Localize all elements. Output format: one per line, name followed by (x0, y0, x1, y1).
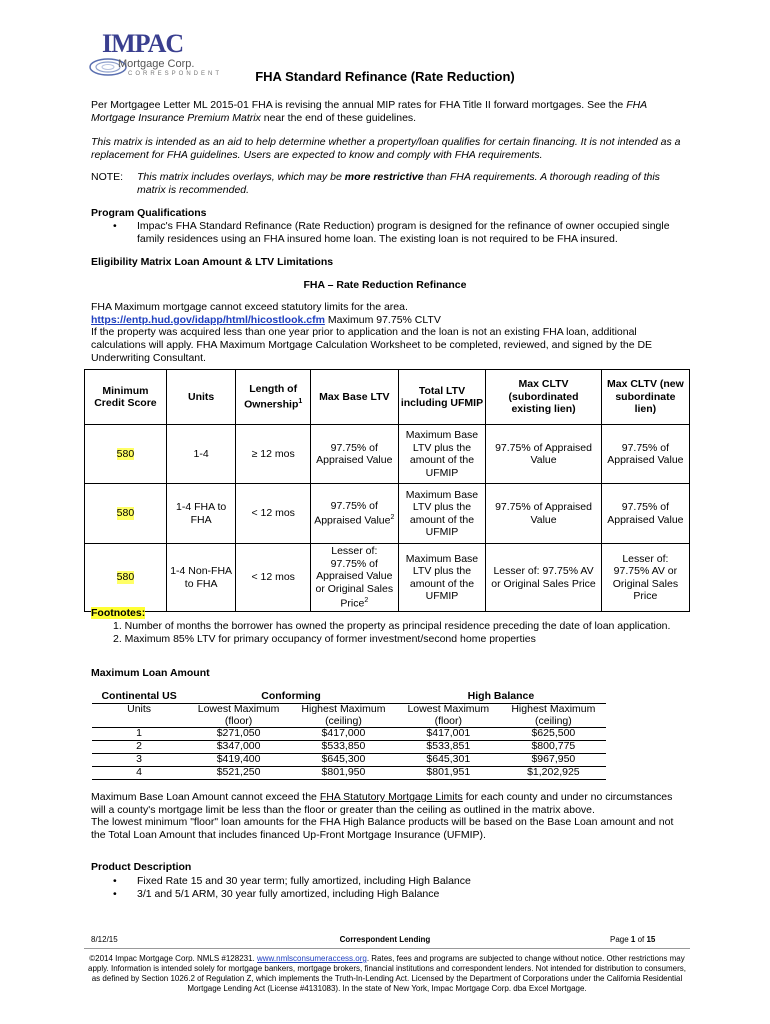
cell-credit-score (85, 484, 167, 544)
subheader-conf-ceiling: Highest Maximum (ceiling) (291, 703, 396, 728)
program-heading: Program Qualifications (91, 207, 207, 219)
cell-amount: $419,400 (186, 753, 291, 766)
footer-page (610, 935, 655, 945)
header-min-credit-score: Minimum Credit Score (85, 370, 167, 425)
cell-units: 1 (92, 728, 186, 741)
cell-units: 1-4 FHA to FHA (166, 484, 236, 544)
product-heading: Product Description (91, 861, 192, 873)
cell-amount: $271,050 (186, 728, 291, 741)
table-row (92, 753, 606, 766)
legal-text-a: ©2014 Impac Mortgage Corp. NMLS #128231. (89, 954, 257, 963)
footnote-item: 2. Maximum 85% LTV for primary occupancy of former investment/second home properties (113, 633, 536, 645)
cell-base-ltv (310, 544, 398, 612)
legal-text-b: . Rates, fees and programs are subjected to change without notice. Other restrictions may apply. Information is intended solely for mortgage bankers, mortgage brokers, financial institutions and correspondent lenders. Not intended for distribution to consumers, as defined by Section 1026.2 of Regulation Z, which implements the Truth-In-Lending Act. Licensed by the Department of Corporations under the California Residential Mortgage Lending Act (License #4131083). In the state of New York, Impac Mortgage Corp. dba Excel Mortgage. (88, 954, 686, 993)
footnotes-label (91, 607, 145, 620)
footnotes-label-text: Footnotes: (91, 607, 146, 619)
header-length-of-ownership (236, 370, 311, 425)
max-loan-paragraph (91, 791, 681, 817)
table-header-row (85, 370, 690, 425)
cell-amount: $521,250 (186, 766, 291, 779)
cell-total-ltv: Maximum Base LTV plus the amount of the UFMIP (398, 425, 486, 484)
cell-cltv-new: Lesser of: 97.75% AV or Original Sales Price (601, 544, 689, 612)
cell-units: 1-4 Non-FHA to FHA (166, 544, 236, 612)
intro-text-end: near the end of these guidelines. (260, 112, 417, 124)
max-loan-table (92, 691, 606, 780)
loan-subheader-row (92, 703, 606, 728)
cell-amount: $533,851 (396, 741, 501, 754)
cell-units: 1-4 (166, 425, 236, 484)
header-ownership-label: Length of Ownership (244, 383, 299, 411)
note-text-a: This matrix includes overlays, which may be (137, 171, 345, 183)
footer-date: 8/12/15 (91, 935, 118, 944)
product-item-text: 3/1 and 5/1 ARM, 30 year fully amortized, including High Balance (137, 888, 440, 900)
page-number: 1 (630, 935, 636, 944)
eligibility-line3: If the property was acquired less than one year prior to application and the loan is not an existing FHA loan, additional calculations will apply. FHA Maximum Mortgage Calculation Worksheet to be completed, reviewed, and signed by the DE Underwriting Consultant. (91, 326, 653, 364)
cell-amount: $800,775 (501, 741, 606, 754)
page-total: 15 (646, 935, 656, 944)
cell-total-ltv: Maximum Base LTV plus the amount of the UFMIP (398, 484, 486, 544)
table-row (92, 766, 606, 779)
footer-center: Correspondent Lending (339, 935, 431, 944)
max-loan-text-b: for each county and under no circumstances will a county's mortgage limit be less than the floor or greater than the ceiling as outlined in the matrix above. (91, 791, 673, 816)
cell-amount: $625,500 (501, 728, 606, 741)
cell-ownership: < 12 mos (236, 544, 311, 612)
cell-total-ltv: Maximum Base LTV plus the amount of the UFMIP (398, 544, 486, 612)
note-text-c: than FHA requirements. A thorough reading of this matrix is recommended. (137, 171, 660, 196)
logo-wordmark: IMPAC (102, 29, 184, 58)
header-max-cltv-new: Max CLTV (new subordinate lien) (601, 370, 689, 425)
table-row (85, 484, 690, 544)
eligibility-matrix-table (84, 369, 690, 612)
cell-cltv-new: 97.75% of Appraised Value (601, 484, 689, 544)
credit-score-value: 580 (116, 571, 135, 584)
mip-matrix-reference: FHA Mortgage Insurance Premium Matrix (91, 99, 647, 124)
table-row (85, 544, 690, 612)
loan-group-header-row (92, 691, 606, 703)
credit-score-value: 580 (116, 507, 135, 520)
header-max-cltv-subordinated: Max CLTV (subordinated existing lien) (486, 370, 601, 425)
bullet-icon: • (113, 888, 117, 900)
cell-amount: $1,202,925 (501, 766, 606, 779)
intro-paragraph (91, 99, 681, 125)
cell-amount: $417,001 (396, 728, 501, 741)
cell-amount: $645,301 (396, 753, 501, 766)
cell-units: 4 (92, 766, 186, 779)
statutory-limits-link[interactable]: FHA Statutory Mortgage Limits (319, 791, 463, 803)
cell-units: 2 (92, 741, 186, 754)
eligibility-subheading: FHA – Rate Reduction Refinance (303, 279, 467, 291)
cell-amount: $645,300 (291, 753, 396, 766)
eligibility-heading: Eligibility Matrix Loan Amount & LTV Limitations (91, 256, 334, 268)
max-loan-text-a: Maximum Base Loan Amount cannot exceed the (91, 791, 320, 803)
page-title: FHA Standard Refinance (Rate Reduction) (255, 69, 515, 84)
footer-legal (84, 954, 690, 994)
cell-credit-score (85, 425, 167, 484)
hud-limits-link[interactable]: https://entp.hud.gov/idapp/html/hicostlook.cfm (91, 314, 325, 326)
cell-amount: $801,951 (396, 766, 501, 779)
subheader-units: Units (92, 703, 186, 728)
cell-ownership: < 12 mos (236, 484, 311, 544)
subheader-hb-ceiling: Highest Maximum (ceiling) (501, 703, 606, 728)
eligibility-line1: FHA Maximum mortgage cannot exceed statutory limits for the area. (91, 301, 408, 313)
cell-cltv-new: 97.75% of Appraised Value (601, 425, 689, 484)
note-emphasis: more restrictive (344, 171, 424, 183)
note-label: NOTE: (91, 171, 124, 183)
group-continental-us: Continental US (92, 691, 186, 703)
header-total-ltv: Total LTV including UFMIP (398, 370, 486, 425)
table-row (92, 741, 606, 754)
intro-text: Per Mortgagee Letter ML 2015-01 FHA is revising the annual MIP rates for FHA Title II forward mortgages. See the (91, 99, 627, 111)
cell-amount: $967,950 (501, 753, 606, 766)
group-conforming: Conforming (186, 691, 396, 703)
header-max-base-ltv: Max Base LTV (310, 370, 398, 425)
base-ltv-text: 97.75% of Appraised Value (314, 499, 391, 527)
cell-base-ltv (310, 484, 398, 544)
cell-amount: $417,000 (291, 728, 396, 741)
cell-cltv-subordinated: 97.75% of Appraised Value (486, 484, 601, 544)
cell-credit-score (85, 544, 167, 612)
cell-amount: $347,000 (186, 741, 291, 754)
table-row (92, 728, 606, 741)
page-label: Page (610, 935, 631, 944)
footer-divider (84, 948, 690, 949)
group-high-balance: High Balance (396, 691, 606, 703)
cell-units: 3 (92, 753, 186, 766)
cell-cltv-subordinated: 97.75% of Appraised Value (486, 425, 601, 484)
nmls-link[interactable]: www.nmlsconsumeraccess.org (257, 954, 367, 963)
header-units: Units (166, 370, 236, 425)
base-ltv-text: Lesser of: 97.75% of Appraised Value or Original Sales Price (315, 545, 394, 610)
cell-amount: $801,950 (291, 766, 396, 779)
floor-paragraph: The lowest minimum "floor" loan amounts for the FHA High Balance products will be based on the Base Loan amount and not the Total Loan Amount that includes financed Up-Front Mortgage Insurance (UFMIP). (91, 816, 674, 841)
footnote-ref-2: 2 (364, 597, 369, 604)
max-cltv-text: Maximum 97.75% CLTV (324, 314, 441, 326)
bullet-icon: • (113, 875, 117, 887)
table-row (85, 425, 690, 484)
program-text: Impac's FHA Standard Refinance (Rate Reduction) program is designed for the refinance of owner occupied single family residences using an FHA insured home loan. The existing loan is not required to be FHA insured. (137, 220, 670, 245)
logo-subtitle: Mortgage Corp. (118, 58, 195, 70)
base-ltv-text: 97.75% of Appraised Value (316, 441, 393, 466)
bullet-icon: • (113, 220, 117, 232)
subheader-conf-floor: Lowest Maximum (floor) (186, 703, 291, 728)
footnote-item: 1. Number of months the borrower has owned the property as principal residence preceding the date of loan application. (113, 620, 671, 632)
footnote-ref-2: 2 (390, 514, 395, 522)
cell-amount: $533,850 (291, 741, 396, 754)
subheader-hb-floor: Lowest Maximum (floor) (396, 703, 501, 728)
page-of: of (635, 935, 647, 944)
cell-base-ltv (310, 425, 398, 484)
note-text (137, 171, 682, 197)
logo-tagline: CORRESPONDENT (128, 71, 223, 77)
cell-ownership: ≥ 12 mos (236, 425, 311, 484)
footnote-ref-1: 1 (298, 397, 303, 405)
max-loan-heading: Maximum Loan Amount (91, 667, 210, 679)
product-item-text: Fixed Rate 15 and 30 year term; fully amortized, including High Balance (137, 875, 471, 887)
cell-cltv-subordinated: Lesser of: 97.75% AV or Original Sales Price (486, 544, 601, 612)
disclaimer-paragraph: This matrix is intended as an aid to help determine whether a property/loan qualifies for certain financing. It is not intended as a replacement for FHA guidelines. Users are expected to know and comply with FHA requirements. (91, 136, 681, 161)
credit-score-value: 580 (116, 447, 135, 460)
